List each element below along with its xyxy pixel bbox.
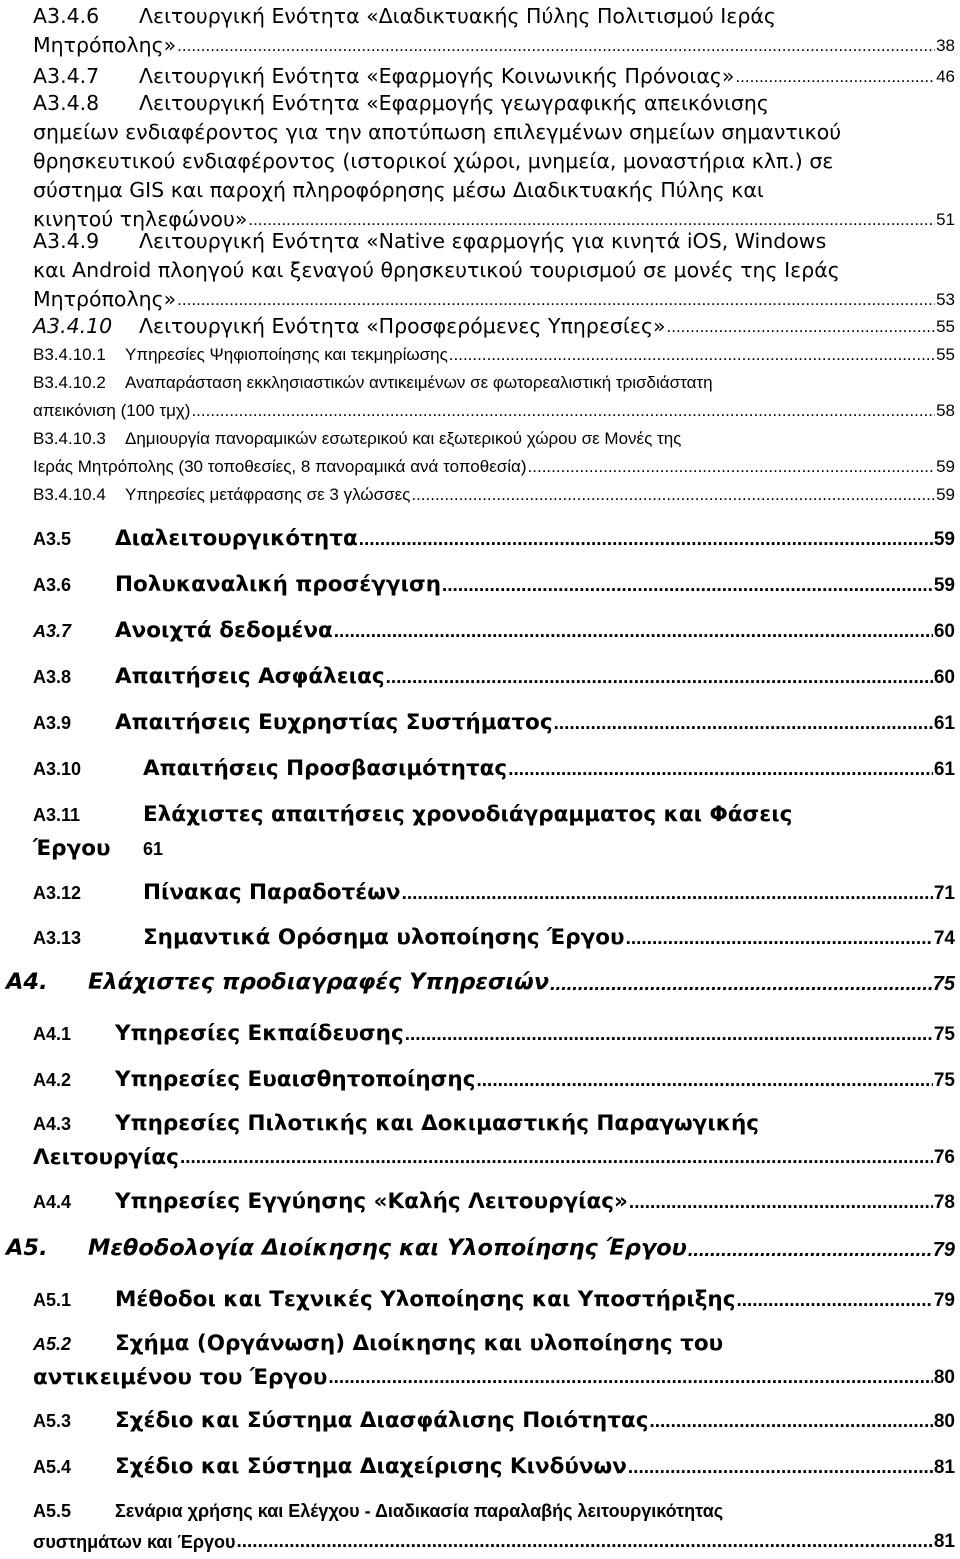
toc-number: Β3.4.10.3: [33, 429, 106, 448]
toc-page-number: 75: [932, 973, 955, 995]
toc-page-number: 76: [933, 1147, 955, 1168]
toc-number: Α3.4.7: [33, 64, 100, 88]
dot-leader: [736, 1284, 932, 1318]
toc-title: Σημαντικά Ορόσημα υλοποίησης Έργου: [143, 925, 625, 950]
toc-title: Ανοιχτά δεδομένα: [115, 618, 333, 643]
toc-entry-a3-4-7[interactable]: [33, 62, 955, 91]
dot-leader: [476, 1064, 932, 1098]
dot-leader: [405, 1018, 933, 1052]
toc-entry-a4-3[interactable]: [33, 1107, 955, 1175]
toc-entry-a4-1[interactable]: [33, 1018, 955, 1052]
toc-number: Α5.3: [33, 1411, 72, 1431]
toc-entry-a5-4[interactable]: [33, 1451, 955, 1485]
toc-entry-a3-9[interactable]: [33, 707, 955, 741]
toc-entry-a5-1[interactable]: [33, 1284, 955, 1318]
toc-title: Ελάχιστες προδιαγραφές Υπηρεσιών: [88, 969, 550, 995]
toc-number: Α3.8: [33, 667, 72, 687]
toc-number: Α4.: [6, 969, 48, 995]
toc-entry-a3-4-6[interactable]: [33, 2, 955, 60]
toc-title: Λειτουργική Ενότητα «Εφαρμογής γεωγραφικής απεικόνισης: [139, 91, 769, 115]
toc-title: Λειτουργική Ενότητα «Native εφαρμογής για κινητά iOS, Windows: [139, 229, 827, 253]
dot-leader: [667, 312, 936, 341]
toc-page-number: 61: [933, 759, 955, 780]
toc-number: Α4.1: [33, 1024, 72, 1044]
dot-leader: [386, 661, 933, 695]
toc-page-number: 59: [936, 485, 955, 504]
dot-leader: [177, 285, 935, 314]
dot-leader: [402, 877, 933, 911]
dot-leader: [550, 967, 932, 1001]
toc-title: Αναπαράσταση εκκλησιαστικών αντικειμένων σε φωτορεαλιστική τρισδιάστατη: [125, 373, 713, 392]
toc-title: Πίνακας Παραδοτέων: [143, 880, 401, 905]
toc-entry-a5-2[interactable]: [33, 1327, 955, 1395]
toc-page-number: 59: [933, 575, 955, 596]
toc-number: Α3.6: [33, 575, 72, 595]
toc-number: Α3.9: [33, 713, 72, 733]
toc-number: Α3.13: [33, 928, 82, 948]
toc-page-number: 79: [933, 1290, 955, 1311]
toc-title-cont: Μητρόπολης»: [33, 33, 177, 57]
toc-entry-b3-4-10-1[interactable]: [33, 341, 955, 369]
toc-title-cont: Μητρόπολης»: [33, 287, 177, 311]
toc-page-number: 53: [936, 290, 955, 309]
toc-entry-a3-11[interactable]: [33, 798, 955, 868]
toc-entry-a3-8[interactable]: [33, 661, 955, 695]
toc-entry-a4-4[interactable]: [33, 1186, 955, 1220]
toc-title: Δημιουργία πανοραμικών εσωτερικού και εξωτερικού χώρου σε Μονές της: [125, 429, 682, 448]
toc-number: Α3.4.8: [33, 91, 100, 115]
toc-page-number: 74: [933, 928, 955, 949]
dot-leader: [411, 481, 935, 509]
toc-number: Α4.2: [33, 1070, 72, 1090]
toc-page-number: 59: [936, 457, 955, 476]
toc-title: Υπηρεσίες Εγγύησης «Καλής Λειτουργίας»: [115, 1189, 628, 1214]
toc-entry-a5-3[interactable]: [33, 1405, 955, 1439]
toc-number: Α5.1: [33, 1290, 72, 1310]
toc-title-line: θρησκευτικού ενδιαφέροντος (ιστορικοί χώροι, μνημεία, μοναστήρια κλπ.) σε: [33, 149, 834, 173]
toc-title: Σχέδιο και Σύστημα Διαχείρισης Κινδύνων: [115, 1454, 627, 1479]
toc-entry-a3-4-10[interactable]: [33, 312, 955, 341]
toc-number: Β3.4.10.1: [33, 345, 106, 364]
toc-title: Ελάχιστες απαιτήσεις χρονοδιάγραμματος και Φάσεις: [143, 802, 793, 827]
toc-number: Α3.4.6: [33, 4, 100, 28]
toc-page-number: 80: [933, 1411, 955, 1432]
toc-title: Υπηρεσίες Εκπαίδευσης: [115, 1021, 404, 1046]
toc-entry-a3-4-9[interactable]: [33, 227, 955, 314]
toc-entry-a4-2[interactable]: [33, 1064, 955, 1098]
toc-title-cont: συστημάτων και Έργου: [33, 1532, 236, 1552]
toc-number: Α3.7: [33, 621, 72, 641]
toc-page-number: 60: [933, 621, 955, 642]
toc-page-number: 55: [936, 317, 955, 336]
toc-number: Α4.4: [33, 1192, 72, 1212]
toc-page-number: 38: [936, 36, 955, 55]
toc-number: Α3.5: [33, 529, 72, 549]
dot-leader: [442, 569, 933, 603]
dot-leader: [180, 1141, 933, 1175]
dot-leader: [328, 1361, 933, 1395]
toc-number: Β3.4.10.4: [33, 485, 106, 504]
toc-page-number: 78: [933, 1192, 955, 1213]
toc-title: Απαιτήσεις Ασφάλειας: [115, 664, 385, 689]
toc-number: Α3.11: [33, 805, 81, 825]
dot-leader: [508, 753, 933, 787]
toc-number: Α5.2: [33, 1334, 72, 1354]
toc-entry-a5-5[interactable]: [33, 1496, 955, 1557]
toc-title-line: σύστημα GIS και παροχή πληροφόρησης μέσω Διαδικτυακής Πύλης και: [33, 178, 764, 202]
toc-title-line: και Android πλοηγού και ξεναγού θρησκευτικού τουρισμού σε μονές της Ιεράς: [33, 258, 840, 282]
toc-page-number: 79: [932, 1239, 955, 1261]
toc-number: Α3.12: [33, 883, 82, 903]
toc-title-cont: κινητού τηλεφώνου»: [33, 207, 248, 231]
toc-page-number: 75: [933, 1070, 955, 1091]
toc-number: Α4.3: [33, 1114, 72, 1134]
toc-title: Λειτουργική Ενότητα «Διαδικτυακής Πύλης Πολιτισμού Ιεράς: [139, 4, 776, 28]
dot-leader: [177, 31, 935, 60]
toc-title: Απαιτήσεις Προσβασιμότητας: [143, 756, 508, 781]
dot-leader: [359, 523, 933, 557]
dot-leader: [688, 1233, 932, 1267]
toc-entry-a3-4-8[interactable]: [33, 89, 955, 234]
dot-leader: [649, 1405, 932, 1439]
toc-page-number: 61: [143, 839, 164, 859]
toc-page-number: 80: [933, 1367, 955, 1388]
toc-number: Α5.: [6, 1235, 48, 1261]
toc-title-cont: αντικειμένου του Έργου: [33, 1365, 328, 1390]
toc-title: Διαλειτουργικότητα: [115, 526, 358, 551]
toc-title: Απαιτήσεις Ευχρηστίας Συστήματος: [115, 710, 553, 735]
dot-leader: [236, 1527, 932, 1557]
toc-page-number: 60: [933, 667, 955, 688]
toc-title: Υπηρεσίες μετάφρασης σε 3 γλώσσες: [125, 485, 411, 504]
toc-entry-a3-5[interactable]: [33, 523, 955, 557]
toc-page-number: 61: [933, 713, 955, 734]
toc-title: Μέθοδοι και Τεχνικές Υλοποίησης και Υποστήριξης: [115, 1287, 736, 1312]
toc-page-number: 46: [936, 67, 955, 86]
toc-number: Α3.10: [33, 759, 82, 779]
toc-page-number: 75: [933, 1024, 955, 1045]
toc-entry-a3-13[interactable]: [33, 922, 955, 956]
toc-title-cont: Ιεράς Μητρόπολης (30 τοποθεσίες, 8 πανοραμικά ανά τοποθεσία): [33, 457, 527, 476]
toc-title-cont: Λειτουργίας: [33, 1145, 179, 1170]
toc-number: Α5.5: [33, 1501, 72, 1521]
dot-leader: [528, 453, 936, 481]
toc-entry-b3-4-10-4[interactable]: [33, 481, 955, 509]
dot-leader: [191, 397, 935, 425]
toc-number: Α3.4.10: [33, 314, 113, 338]
toc-title: Λειτουργική Ενότητα «Προσφερόμενες Υπηρεσίες»: [139, 314, 666, 338]
toc-page-number: 81: [933, 1531, 955, 1552]
toc-title: Λειτουργική Ενότητα «Εφαρμογής Κοινωνικής Πρόνοιας»: [139, 64, 735, 88]
toc-page-number: 51: [936, 210, 955, 229]
toc-title: Μεθοδολογία Διοίκησης και Υλοποίησης Έργου: [88, 1235, 687, 1261]
toc-entry-a3-7[interactable]: [33, 615, 955, 649]
dot-leader: [735, 62, 935, 91]
toc-title: Σχέδιο και Σύστημα Διασφάλισης Ποιότητας: [115, 1408, 649, 1433]
toc-page-number: 59: [933, 529, 955, 550]
toc-title: Υπηρεσίες Πιλοτικής και Δοκιμαστικής Παραγωγικής: [115, 1111, 760, 1136]
toc-title-cont: απεικόνιση (100 τμχ): [33, 401, 191, 420]
toc-title: Σχήμα (Οργάνωση) Διοίκησης και υλοποίησης του: [115, 1331, 724, 1356]
dot-leader: [628, 1451, 933, 1485]
toc-title: Πολυκαναλική προσέγγιση: [115, 572, 441, 597]
toc-entry-b3-4-10-2[interactable]: [33, 369, 955, 425]
toc-page-number: 71: [933, 883, 955, 904]
dot-leader: [449, 341, 935, 369]
toc-title: Σενάρια χρήσης και Ελέγχου - Διαδικασία παραλαβής λειτουργικότητας: [115, 1501, 724, 1521]
toc-entry-a3-6[interactable]: [33, 569, 955, 603]
toc-title-line: σημείων ενδιαφέροντος για την αποτύπωση επιλεγμένων σημείων σημαντικού: [33, 120, 842, 144]
toc-number: Α3.4.9: [33, 229, 100, 253]
toc-entry-a3-12[interactable]: [33, 877, 955, 911]
toc-entry-b3-4-10-3[interactable]: [33, 425, 955, 481]
toc-page-number: 55: [936, 345, 955, 364]
toc-number: Β3.4.10.2: [33, 373, 106, 392]
toc-entry-a3-10[interactable]: [33, 753, 955, 787]
dot-leader: [554, 707, 933, 741]
toc-page-number: 58: [936, 401, 955, 420]
toc-title: Υπηρεσίες Ψηφιοποίησης και τεκμηρίωσης: [125, 345, 448, 364]
dot-leader: [626, 922, 933, 956]
toc-title-cont: Έργου: [33, 836, 111, 861]
toc-number: Α5.4: [33, 1457, 72, 1477]
toc-page-number: 81: [933, 1457, 955, 1478]
dot-leader: [629, 1186, 933, 1220]
toc-entry-a5[interactable]: [6, 1233, 955, 1267]
toc-title: Υπηρεσίες Ευαισθητοποίησης: [115, 1067, 476, 1092]
dot-leader: [334, 615, 933, 649]
toc-entry-a4[interactable]: [6, 967, 955, 1001]
